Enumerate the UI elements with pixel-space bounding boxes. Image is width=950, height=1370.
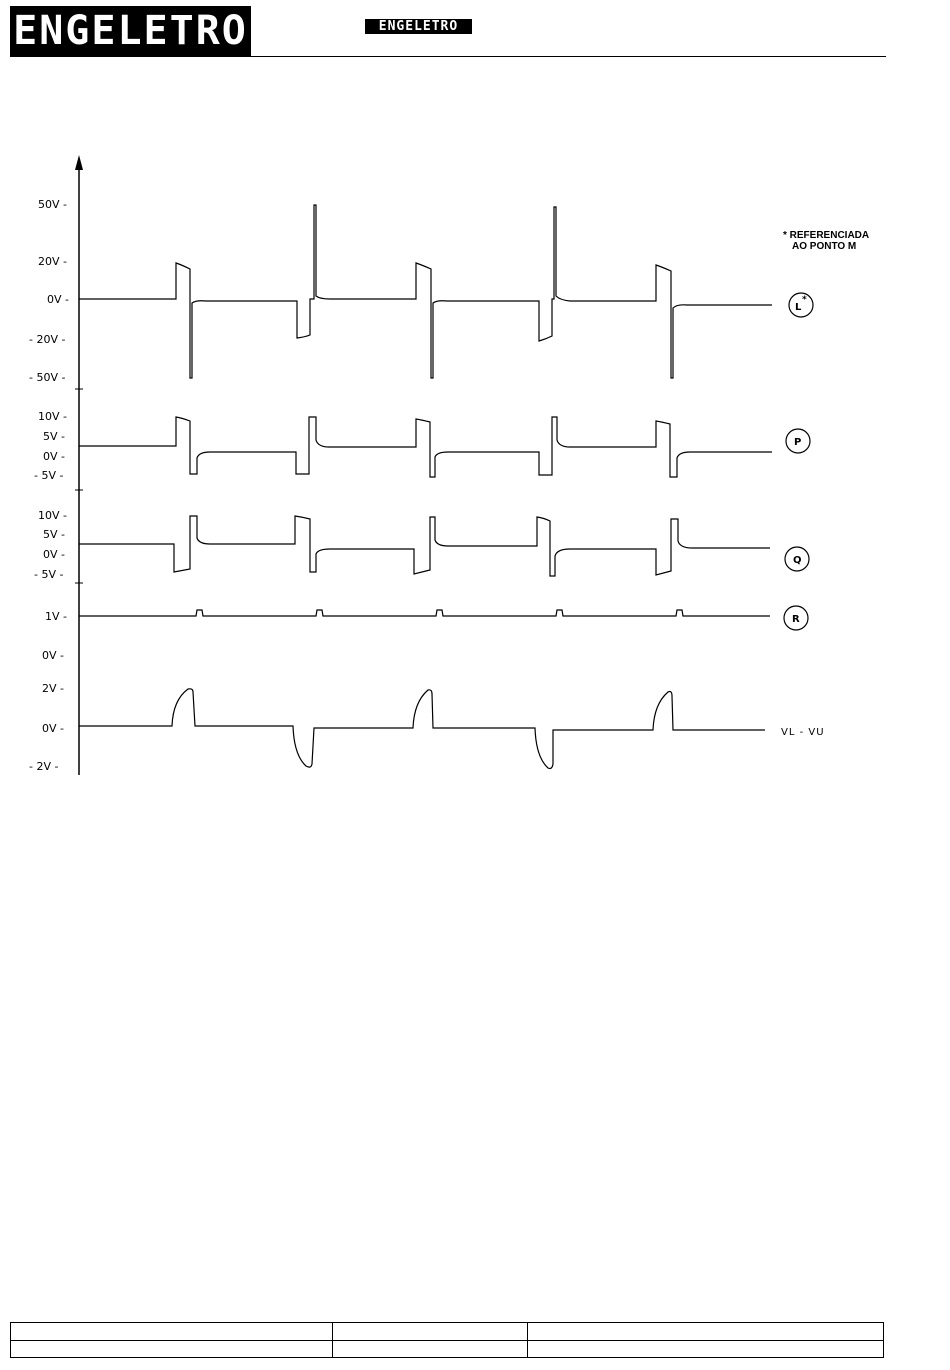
channel-id-r-text: R	[792, 614, 800, 625]
tick-label: 5V -	[43, 528, 65, 541]
engeletro-logo: ENGELETRO	[10, 6, 251, 56]
channel-id-q-text: Q	[793, 555, 802, 566]
tick-label: 0V -	[42, 722, 64, 735]
waveform-r	[79, 610, 770, 616]
channel-vlvu-ticks	[29, 682, 64, 773]
footer-column-divider	[332, 1323, 333, 1357]
tick-label: - 5V -	[34, 469, 64, 482]
reference-note-line2: AO PONTO M	[792, 241, 857, 252]
tick-label: - 5V -	[34, 568, 64, 581]
tick-label: 0V -	[47, 293, 69, 306]
footer-column-divider	[527, 1323, 528, 1357]
channel-id-r	[784, 606, 808, 630]
tick-label: 0V -	[43, 450, 65, 463]
tick-label: 2V -	[42, 682, 64, 695]
waveform-p	[79, 417, 772, 477]
channel-q-ticks	[34, 509, 67, 581]
tick-label: 10V -	[38, 410, 67, 423]
tick-label: 0V -	[42, 649, 64, 662]
channel-id-l-superscript: *	[802, 295, 807, 305]
footer-table	[10, 1322, 884, 1358]
tick-label: 50V -	[38, 198, 67, 211]
footer-engeletro-logo: ENGELETRO	[365, 19, 472, 34]
channel-id-p	[786, 429, 810, 453]
tick-label: - 2V -	[29, 760, 59, 773]
waveform-q	[79, 516, 770, 576]
footer-row-line	[11, 1340, 883, 1341]
reference-note-line1: * REFERENCIADA	[783, 230, 870, 241]
channel-id-l-text: L	[795, 302, 802, 313]
channel-r-ticks	[42, 610, 67, 662]
axis-arrow-icon	[75, 155, 83, 170]
channel-l-ticks	[29, 198, 69, 384]
waveform-vlvu	[79, 689, 765, 769]
tick-label: - 50V -	[29, 371, 66, 384]
tick-label: 20V -	[38, 255, 67, 268]
tick-label: - 20V -	[29, 333, 66, 346]
channel-p-ticks	[34, 410, 67, 482]
channel-id-q	[785, 547, 809, 571]
channel-id-p-text: P	[794, 437, 802, 448]
waveform-l	[79, 205, 772, 378]
tick-label: 0V -	[43, 548, 65, 561]
tick-label: 1V -	[45, 610, 67, 623]
tick-label: 5V -	[43, 430, 65, 443]
channel-id-vlvu: VL - VU	[781, 727, 825, 738]
tick-label: 10V -	[38, 509, 67, 522]
channel-id-l	[789, 293, 813, 317]
